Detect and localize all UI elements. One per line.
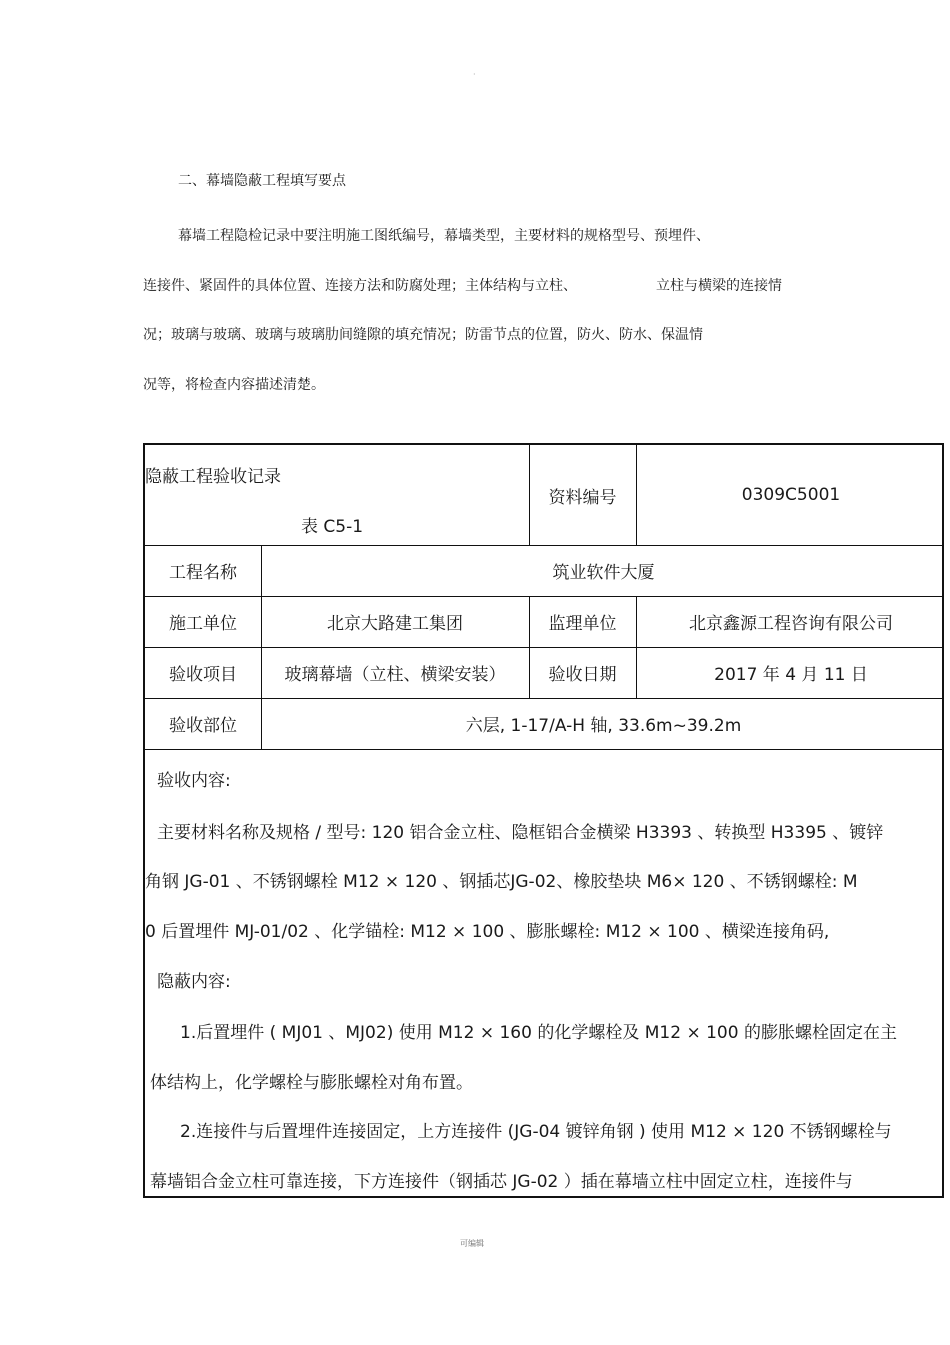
section-title: 二、幕墙隐蔽工程填写要点 (178, 173, 346, 189)
supervisor-value: 北京鑫源工程咨询有限公司 (689, 614, 893, 634)
inspection-item-label: 验收项目 (169, 665, 237, 685)
hidden-item-2-cont: 幕墙铝合金立柱可靠连接，下方连接件（钢插芯 JG-02 ）插在幕墙立柱中固定立柱，连接件与 (150, 1172, 853, 1192)
project-name-label: 工程名称 (169, 563, 237, 583)
hidden-item-2: 2.连接件与后置埋件连接固定，上方连接件 (JG-04 镀锌角钢 ) 使用 M12 × 120 不锈钢螺栓与 (180, 1122, 892, 1142)
doc-number-value: 0309C5001 (741, 485, 841, 505)
footer-note: 可编辑 (460, 1239, 484, 1248)
hidden-content-heading: 隐蔽内容: (157, 972, 231, 992)
inspection-date-label: 验收日期 (548, 665, 617, 685)
paragraph-line-2-end: 立柱与横梁的连接情 (656, 278, 782, 294)
table-number: 表 C5-1 (301, 517, 364, 537)
hidden-item-1: 1.后置埋件 ( MJ01 、MJ02) 使用 M12 × 160 的化学螺栓及 M12 × 100 的膨胀螺栓固定在主 (180, 1023, 897, 1043)
materials-line-3: 0 后置埋件 MJ-01/02 、化学锚栓: M12 × 100 、膨胀螺栓: M12 × 100 、横梁连接角码, (145, 922, 830, 942)
materials-line-2: 角钢 JG-01 、不锈钢螺栓 M12 × 120 、钢插芯JG-02、橡胶垫块 M6× 120 、不锈钢螺栓: M (145, 872, 858, 892)
form-title: 隐蔽工程验收记录 (145, 467, 281, 487)
paragraph-line-4: 况等，将检查内容描述清楚。 (143, 377, 325, 393)
top-mark: · (473, 70, 476, 79)
supervisor-label: 监理单位 (548, 614, 617, 634)
contractor-value: 北京大路建工集团 (327, 614, 463, 634)
project-name-value: 筑业软件大厦 (552, 563, 655, 583)
inspection-location-label: 验收部位 (169, 716, 237, 736)
doc-number-label: 资料编号 (548, 487, 617, 508)
inspection-location-value: 六层, 1-17/A-H 轴, 33.6m~39.2m (465, 716, 742, 736)
contractor-label: 施工单位 (169, 614, 237, 634)
paragraph-line-3: 况；玻璃与玻璃、玻璃与玻璃肋间缝隙的填充情况；防雷节点的位置，防火、防水、保温情 (143, 327, 703, 343)
paragraph-line-2 (143, 275, 782, 295)
paragraph-line-1: 幕墙工程隐检记录中要注明施工图纸编号，幕墙类型，主要材料的规格型号、预埋件、 (178, 228, 710, 244)
paragraph-line-2-start: 连接件、紧固件的具体位置、连接方法和防腐处理；主体结构与立柱、 (143, 278, 577, 294)
inspection-record-form (143, 443, 944, 1198)
hidden-item-1-cont: 体结构上，化学螺栓与膨胀螺栓对角布置。 (150, 1073, 473, 1093)
materials-line-1: 主要材料名称及规格 / 型号: 120 铝合金立柱、隐框铝合金横梁 H3393 、转换型 H3395 、镀锌 (157, 823, 884, 843)
inspection-date-value: 2017 年 4 月 11 日 (714, 665, 868, 685)
row-divider (145, 749, 944, 750)
inspection-item-value: 玻璃幕墙（立柱、横梁安装） (284, 665, 506, 685)
content-heading: 验收内容: (157, 771, 231, 791)
